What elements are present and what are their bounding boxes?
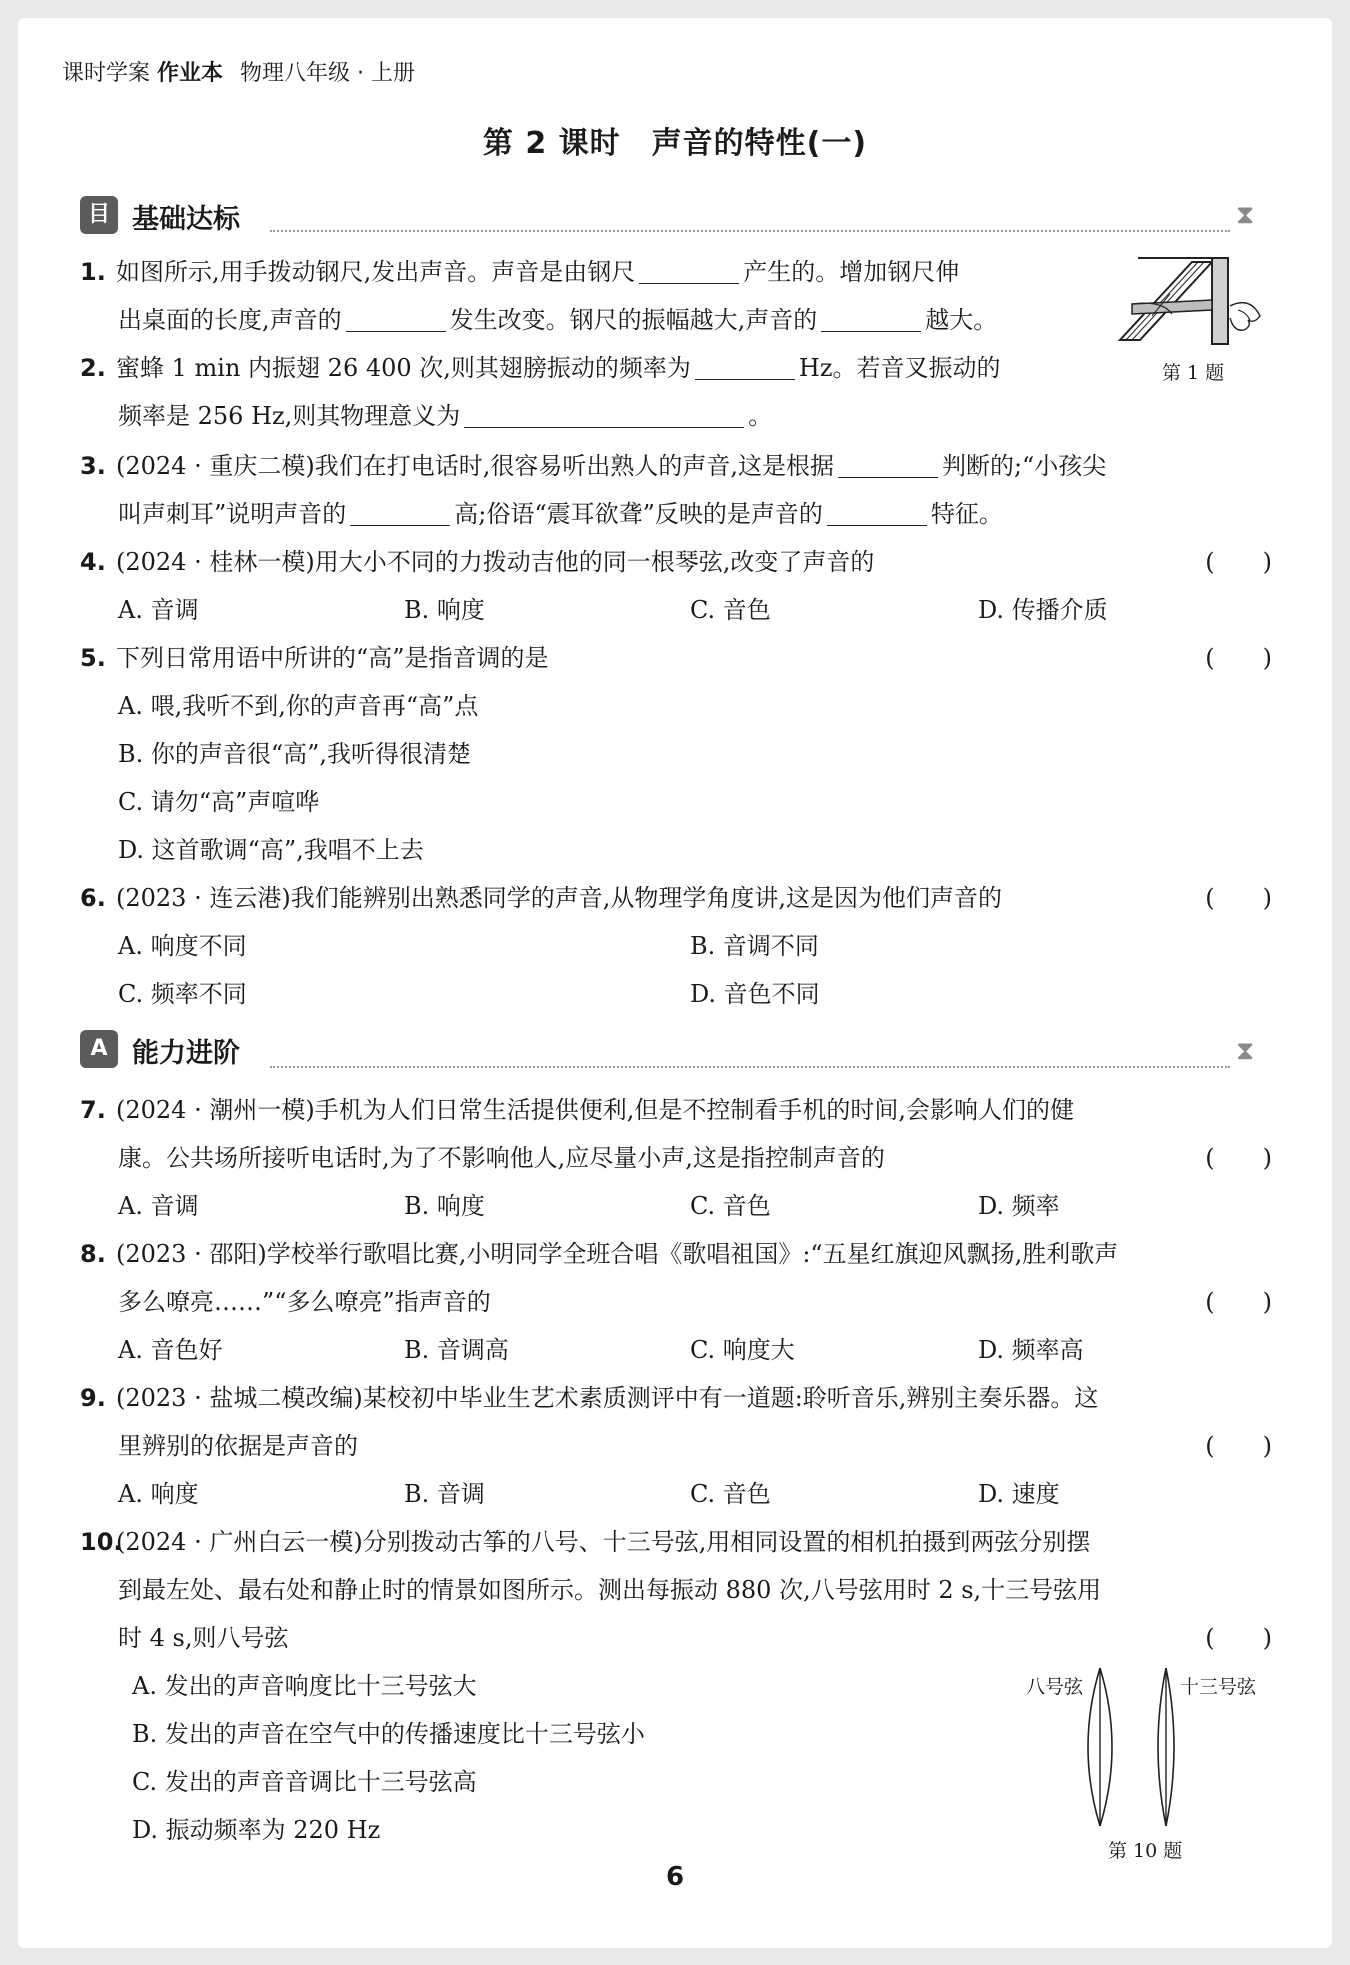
section-title-basic: 基础达标 bbox=[132, 204, 240, 235]
figure-10-label-left: 八号弦 bbox=[1026, 1676, 1084, 1698]
option[interactable]: D. 频率 bbox=[978, 1192, 1060, 1220]
blank[interactable] bbox=[695, 355, 795, 380]
option[interactable]: C. 音色 bbox=[690, 1480, 771, 1508]
option[interactable]: A. 音调 bbox=[118, 596, 199, 624]
question-2-line-1: 2. 蜜蜂 1 min 内振翅 26 400 次,则其翅膀振动的频率为 Hz。若音叉振动的 bbox=[80, 354, 1001, 382]
question-4-stem: 4. (2024 · 桂林一模)用大小不同的力拨动吉他的同一根琴弦,改变了声音的 bbox=[80, 548, 875, 576]
question-1-line-2: 出桌面的长度,声音的 发生改变。钢尺的振幅越大,声音的 越大。 bbox=[118, 306, 998, 334]
blank[interactable] bbox=[838, 453, 938, 478]
figure-10-label-right: 十三号弦 bbox=[1180, 1676, 1257, 1698]
series-bold: 作业本 bbox=[157, 61, 224, 86]
question-1-line-1: 1. 如图所示,用手拨动钢尺,发出声音。声音是由钢尺 产生的。增加钢尺伸 bbox=[80, 258, 960, 286]
option[interactable]: C. 响度大 bbox=[690, 1336, 795, 1364]
question-3-line-1: 3. (2024 · 重庆二模)我们在打电话时,很容易听出熟人的声音,这是根据 判断的;“小孩尖 bbox=[80, 452, 1107, 480]
figure-10-caption: 第 10 题 bbox=[1108, 1840, 1183, 1862]
book-icon: 目 bbox=[80, 196, 118, 234]
section-divider bbox=[270, 230, 1230, 232]
option[interactable]: B. 音调高 bbox=[404, 1336, 509, 1364]
option[interactable]: D. 振动频率为 220 Hz bbox=[132, 1816, 381, 1844]
answer-bracket[interactable]: ( ) bbox=[1205, 548, 1272, 576]
option[interactable]: A. 音调 bbox=[118, 1192, 199, 1220]
option[interactable]: A. 发出的声音响度比十三号弦大 bbox=[132, 1672, 477, 1700]
blank[interactable] bbox=[350, 501, 450, 526]
rocket-icon: A bbox=[80, 1030, 118, 1068]
question-10-line-1: 10.(2024 · 广州白云一模)分别拨动古筝的八号、十三号弦,用相同设置的相机拍摄到两弦分别摆 bbox=[80, 1528, 1091, 1556]
option[interactable]: D. 这首歌调“高”,我唱不上去 bbox=[118, 836, 424, 864]
option[interactable]: B. 发出的声音在空气中的传播速度比十三号弦小 bbox=[132, 1720, 645, 1748]
option[interactable]: D. 音色不同 bbox=[690, 980, 820, 1008]
answer-bracket[interactable]: ( ) bbox=[1205, 644, 1272, 672]
section-title-advanced: 能力进阶 bbox=[132, 1038, 240, 1069]
option[interactable]: D. 速度 bbox=[978, 1480, 1060, 1508]
hourglass-icon: ⧗ bbox=[1236, 1036, 1255, 1066]
blank[interactable] bbox=[827, 501, 927, 526]
option[interactable]: C. 请勿“高”声喧哗 bbox=[118, 788, 320, 816]
question-10-line-2: 到最左处、最右处和静止时的情景如图所示。测出每振动 880 次,八号弦用时 2 s,十三号弦用 bbox=[118, 1576, 1102, 1604]
option[interactable]: A. 响度 bbox=[118, 1480, 199, 1508]
string-vibration-figure bbox=[1070, 1662, 1200, 1832]
blank[interactable] bbox=[464, 403, 744, 428]
question-2-line-2: 频率是 256 Hz,则其物理意义为 。 bbox=[118, 402, 773, 430]
section-divider bbox=[270, 1066, 1230, 1068]
option[interactable]: A. 音色好 bbox=[118, 1336, 223, 1364]
hourglass-icon: ⧗ bbox=[1236, 200, 1255, 230]
question-10-line-3: 时 4 s,则八号弦 bbox=[118, 1624, 289, 1652]
page-number: 6 bbox=[665, 1862, 685, 1892]
option[interactable]: A. 响度不同 bbox=[118, 932, 247, 960]
answer-bracket[interactable]: ( ) bbox=[1205, 1144, 1272, 1172]
question-8-line-2: 多么嘹亮……”“多么嘹亮”指声音的 bbox=[118, 1288, 491, 1316]
series-name: 课时学案 bbox=[62, 61, 151, 86]
answer-bracket[interactable]: ( ) bbox=[1205, 884, 1272, 912]
question-7-line-2: 康。公共场所接听电话时,为了不影响他人,应尽量小声,这是指控制声音的 bbox=[118, 1144, 885, 1172]
answer-bracket[interactable]: ( ) bbox=[1205, 1432, 1272, 1460]
answer-bracket[interactable]: ( ) bbox=[1205, 1624, 1272, 1652]
blank[interactable] bbox=[346, 307, 446, 332]
figure-1-caption: 第 1 题 bbox=[1162, 362, 1225, 384]
subject: 物理八年级 · 上册 bbox=[240, 61, 416, 86]
question-5-stem: 5. 下列日常用语中所讲的“高”是指音调的是 bbox=[80, 644, 549, 672]
option[interactable]: B. 音调不同 bbox=[690, 932, 819, 960]
question-6-stem: 6. (2023 · 连云港)我们能辨别出熟悉同学的声音,从物理学角度讲,这是因为他们声音的 bbox=[80, 884, 1002, 912]
ruler-on-desk-figure bbox=[1112, 254, 1272, 346]
option[interactable]: B. 你的声音很“高”,我听得很清楚 bbox=[118, 740, 472, 768]
question-9-line-2: 里辨别的依据是声音的 bbox=[118, 1432, 358, 1460]
option[interactable]: C. 音色 bbox=[690, 1192, 771, 1220]
option[interactable]: B. 响度 bbox=[404, 596, 485, 624]
question-8-line-1: 8. (2023 · 邵阳)学校举行歌唱比赛,小明同学全班合唱《歌唱祖国》:“五星红旗迎风飘扬,胜利歌声 bbox=[80, 1240, 1119, 1268]
option[interactable]: D. 频率高 bbox=[978, 1336, 1084, 1364]
answer-bracket[interactable]: ( ) bbox=[1205, 1288, 1272, 1316]
question-7-line-1: 7. (2024 · 潮州一模)手机为人们日常生活提供便利,但是不控制看手机的时间,会影响人们的健 bbox=[80, 1096, 1074, 1124]
option[interactable]: B. 响度 bbox=[404, 1192, 485, 1220]
option[interactable]: C. 频率不同 bbox=[118, 980, 247, 1008]
option[interactable]: C. 发出的声音音调比十三号弦高 bbox=[132, 1768, 477, 1796]
blank[interactable] bbox=[639, 259, 739, 284]
running-header bbox=[62, 56, 415, 87]
question-9-line-1: 9. (2023 · 盐城二模改编)某校初中毕业生艺术素质测评中有一道题:聆听音乐,辨别主奏乐器。这 bbox=[80, 1384, 1099, 1412]
option[interactable]: C. 音色 bbox=[690, 596, 771, 624]
option[interactable]: D. 传播介质 bbox=[978, 596, 1108, 624]
question-3-line-2: 叫声刺耳”说明声音的 高;俗语“震耳欲聋”反映的是声音的 特征。 bbox=[118, 500, 1003, 528]
option[interactable]: A. 喂,我听不到,你的声音再“高”点 bbox=[118, 692, 479, 720]
blank[interactable] bbox=[821, 307, 921, 332]
option[interactable]: B. 音调 bbox=[404, 1480, 485, 1508]
lesson-title: 第 2 课时 声音的特性(一) bbox=[482, 126, 868, 161]
